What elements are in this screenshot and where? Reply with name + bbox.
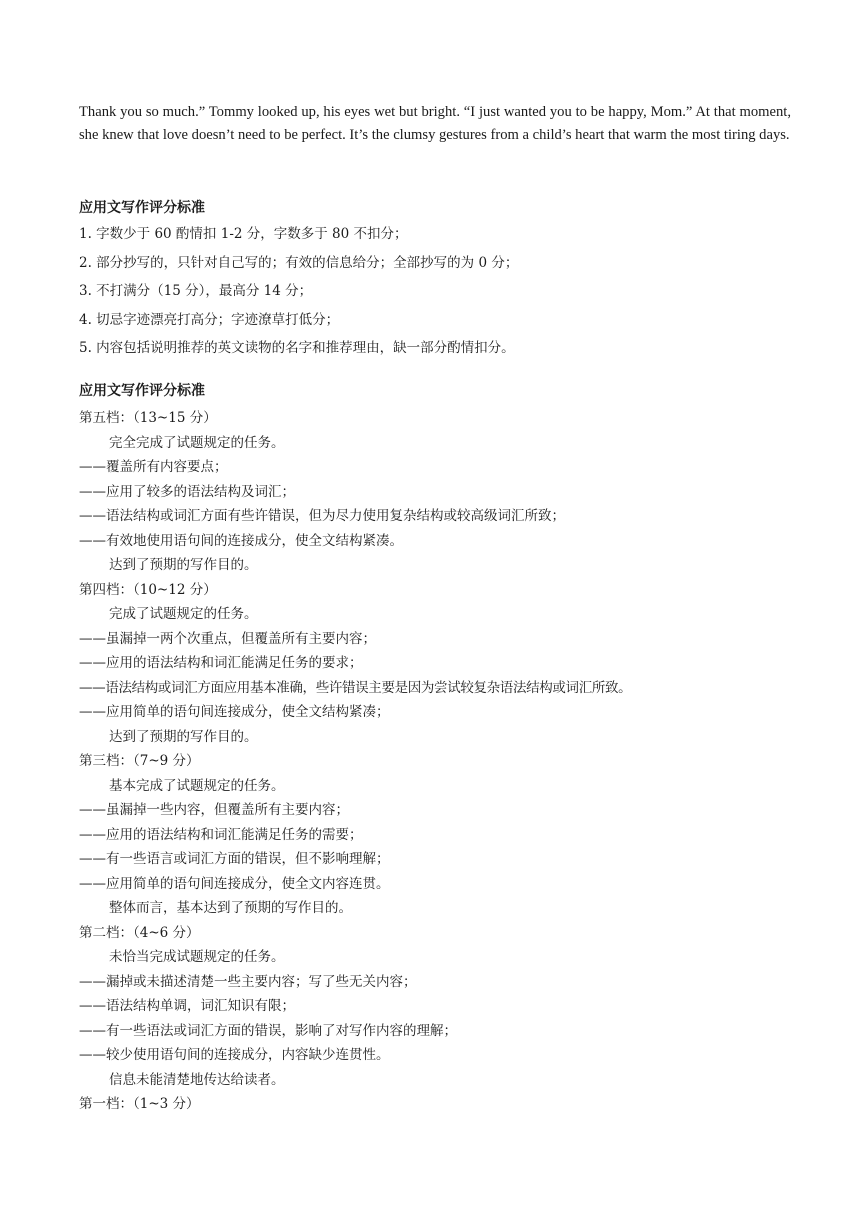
level-line: ——语法结构单调，词汇知识有限； xyxy=(79,998,295,1014)
level-line: ——应用简单的语句间连接成分，使全文结构紧凑； xyxy=(79,704,390,720)
scoring-rules-list xyxy=(79,224,518,367)
level-line: ——虽漏掉一些内容，但覆盖所有主要内容； xyxy=(79,802,349,818)
level-line: ——语法结构或词汇方面应用基本准确，些许错误主要是因为尝试较复杂语法结构或词汇所致。 xyxy=(79,679,632,696)
level-line: ——应用了较多的语法结构及词汇； xyxy=(79,483,295,500)
level-line: 整体而言，基本达到了预期的写作目的。 xyxy=(109,900,352,916)
rule-item: 4. 切忌字迹漂亮打高分；字迹潦草打低分； xyxy=(79,311,340,328)
level-line: ——虽漏掉一两个次重点，但覆盖所有主要内容； xyxy=(79,630,376,647)
section-heading-levels: 应用文写作评分标准 xyxy=(79,383,205,399)
level-title: 第四档：（10~12 分） xyxy=(79,581,217,598)
level-line: 完全完成了试题规定的任务。 xyxy=(109,434,285,451)
level-line: ——应用的语法结构和词汇能满足任务的要求； xyxy=(79,655,363,671)
level-line: ——有一些语法或词汇方面的错误，影响了对写作内容的理解； xyxy=(79,1022,457,1039)
rule-item: 2. 部分抄写的，只针对自己写的；有效的信息给分；全部抄写的为 0 分； xyxy=(79,254,519,271)
level-line: ——覆盖所有内容要点； xyxy=(79,459,228,475)
level-line: ——有效地使用语句间的连接成分，使全文结构紧凑。 xyxy=(79,532,403,549)
level-line: 信息未能清楚地传达给读者。 xyxy=(109,1071,285,1088)
rule-item: 1. 字数少于 60 酌情扣 1-2 分，字数多于 80 不扣分； xyxy=(79,226,408,242)
level-title: 第五档：（13~15 分） xyxy=(79,410,217,426)
section-heading-rules: 应用文写作评分标准 xyxy=(79,200,205,216)
scoring-levels xyxy=(79,408,799,1119)
level-title: 第一档：（1~3 分） xyxy=(79,1096,200,1112)
level-line: 基本完成了试题规定的任务。 xyxy=(109,777,285,794)
intro-paragraph: Thank you so much.” Tommy looked up, his eyes wet but bright. “I just wanted you to be happy, Mom.” At that moment, she knew that love doesn’t need to be perfect. It’s the clumsy gestures from a child’s heart that warm the most tiring days. xyxy=(79,104,791,143)
level-line: ——较少使用语句间的连接成分，内容缺少连贯性。 xyxy=(79,1047,390,1063)
level-line: ——应用的语法结构和词汇能满足任务的需要； xyxy=(79,826,363,843)
level-line: ——漏掉或未描述清楚一些主要内容；写了些无关内容； xyxy=(79,973,417,990)
level-line: ——语法结构或词汇方面有些许错误，但为尽力使用复杂结构或较高级词汇所致； xyxy=(79,508,565,524)
level-title: 第三档：（7~9 分） xyxy=(79,753,200,769)
level-line: 未恰当完成试题规定的任务。 xyxy=(109,949,285,965)
level-line: 达到了预期的写作目的。 xyxy=(109,557,258,573)
level-title: 第二档：（4~6 分） xyxy=(79,924,200,941)
rule-item: 5. 内容包括说明推荐的英文读物的名字和推荐理由，缺一部分酌情扣分。 xyxy=(79,340,515,356)
level-line: ——有一些语言或词汇方面的错误，但不影响理解； xyxy=(79,851,390,867)
level-line: 完成了试题规定的任务。 xyxy=(109,606,258,622)
rule-item: 3. 不打满分（15 分），最高分 14 分； xyxy=(79,283,313,299)
level-line: ——应用简单的语句间连接成分，使全文内容连贯。 xyxy=(79,875,390,892)
level-line: 达到了预期的写作目的。 xyxy=(109,728,258,745)
